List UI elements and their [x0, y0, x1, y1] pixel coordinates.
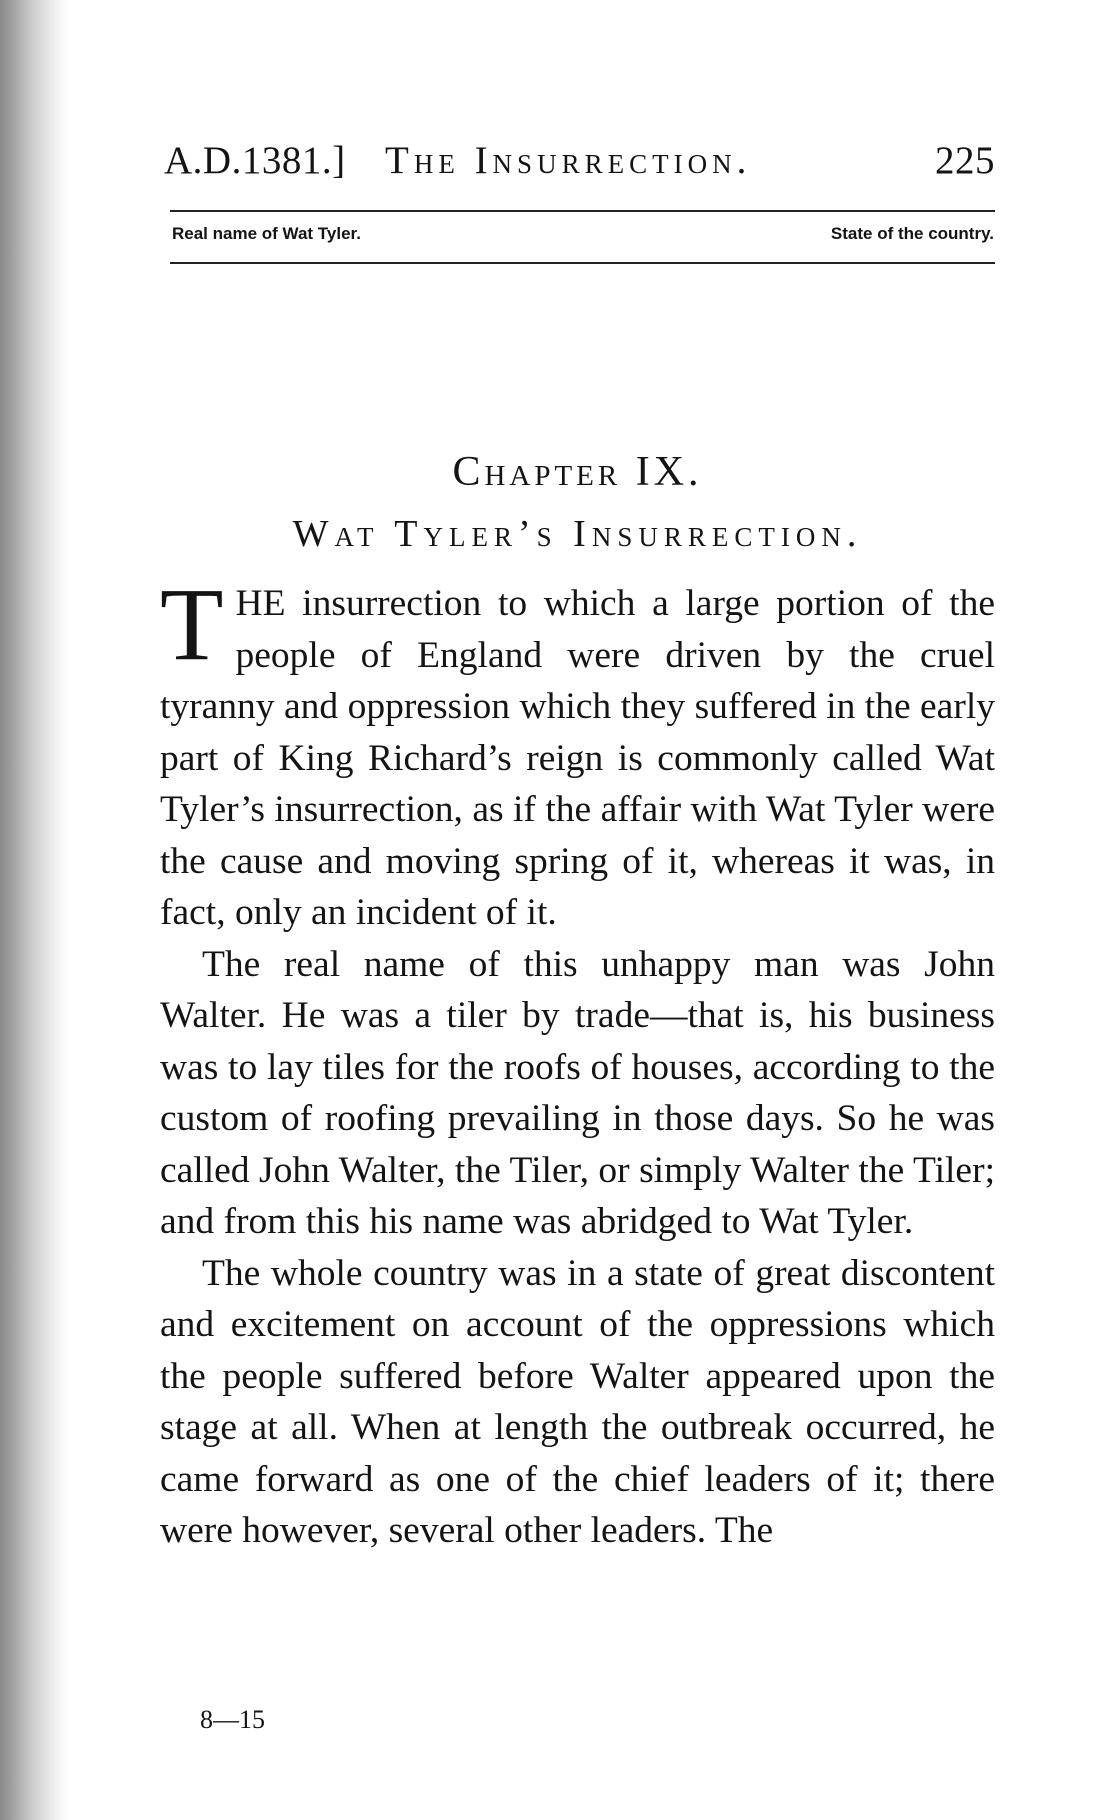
- drop-cap: T: [160, 567, 224, 682]
- chapter-title: Wat Tyler’s Insurrection.: [292, 513, 863, 555]
- chapter-heading: Chapter IX.: [452, 449, 703, 495]
- paragraph-2: The real name of this unhappy man was John Walter. He was a tiler by trade—that is, his business was to lay tiles for the roofs of houses, according to the custom of roofing prevailing in those days. So he was called John Walter, the Tiler, or simply Walter the Tiler; and from this his name was abridged to Wat Tyler.: [160, 943, 995, 1242]
- running-head-title: The Insurrection.: [385, 139, 752, 182]
- body-text: [160, 567, 995, 1557]
- signature-mark: 8—15: [200, 1705, 265, 1734]
- header-rule-bottom: [170, 262, 995, 264]
- side-note-left: Real name of Wat Tyler.: [172, 224, 361, 243]
- side-note-right: State of the country.: [830, 224, 994, 243]
- running-head: [160, 138, 995, 194]
- running-head-date: A.D.1381.]: [164, 139, 346, 182]
- paragraph-1-text: HE insurrection to which a large portion of the people of England were driven by the cruel tyranny and oppression which they suffered in the early part of King Richard’s reign is commonly called Wat Tyler’s insurrection, as if the affair with Wat Tyler were the cause and moving spring of it, whereas it was, in fact, only an incident of it.: [160, 583, 995, 933]
- header-rule-top: [170, 210, 995, 212]
- paragraph-3: The whole country was in a state of great discontent and excitement on account of the oppressions which the people suffered before Walter appeared upon the stage at all. When at length the outbreak occurred, he came forward as one of the chief leaders of it; there were however, several other leaders. The: [160, 1252, 995, 1551]
- paragraph-1: [160, 567, 995, 939]
- page-edge-shadow: [0, 0, 70, 1820]
- page-number: 225: [935, 139, 995, 182]
